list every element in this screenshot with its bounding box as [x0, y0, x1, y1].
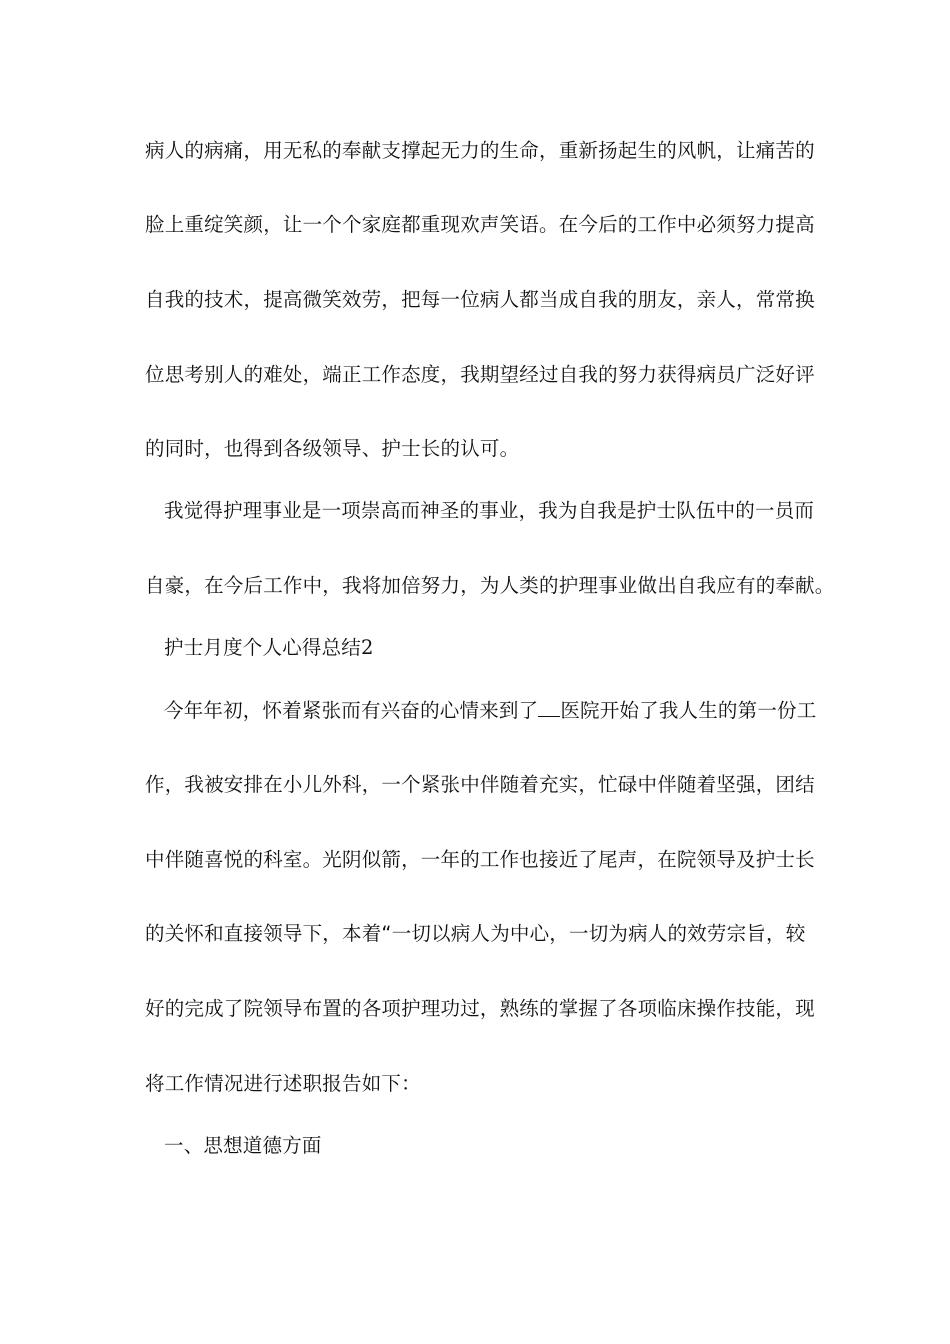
text-after-blank: 医院开始了我人生的第一份工 — [560, 699, 817, 722]
text-before-blank: 今年年初，怀着紧张而有兴奋的心情来到了 — [164, 699, 539, 722]
paragraph-line: 位思考别人的难处，端正工作态度，我期望经过自我的努力获得病员广泛好评 — [145, 363, 815, 386]
heading-text: 护士月度个人心得总结 — [164, 636, 362, 659]
paragraph-line: 的同时，也得到各级领导、护士长的认可。 — [145, 437, 520, 460]
paragraph-line: 好的完成了院领导布置的各项护理功过，熟练的掌握了各项临床操作技能，现 — [145, 997, 815, 1020]
paragraph-line — [164, 698, 834, 724]
section-title: 一、思想道德方面 — [164, 1134, 322, 1157]
paragraph-line: 自豪，在今后工作中，我将加倍努力，为人类的护理事业做出自我应有的奉献。 — [145, 574, 835, 597]
paragraph-line: 我觉得护理事业是一项崇高而神圣的事业，我为自我是护士队伍中的一员而 — [164, 499, 815, 522]
paragraph-line: 的关怀和直接领导下，本着“一切以病人为中心，一切为病人的效劳宗旨，较 — [145, 922, 806, 945]
paragraph-line: 病人的病痛，用无私的奉献支撑起无力的生命，重新扬起生的风帆，让痛苦的 — [145, 139, 815, 162]
section-heading — [164, 635, 834, 661]
paragraph-line: 中伴随喜悦的科室。光阴似箭，一年的工作也接近了尾声，在院领导及护士长 — [145, 848, 815, 871]
paragraph-line: 脸上重绽笑颜，让一个个家庭都重现欢声笑语。在今后的工作中必须努力提高 — [145, 213, 815, 236]
paragraph-line: 将工作情况进行述职报告如下： — [145, 1072, 421, 1095]
heading-number: 2 — [361, 636, 374, 659]
paragraph-line: 作，我被安排在小儿外科，一个紧张中伴随着充实，忙碌中伴随着坚强，团结 — [145, 773, 815, 796]
fill-in-blank — [538, 698, 560, 717]
paragraph-line: 自我的技术，提高微笑效劳，把每一位病人都当成自我的朋友，亲人，常常换 — [145, 288, 815, 311]
